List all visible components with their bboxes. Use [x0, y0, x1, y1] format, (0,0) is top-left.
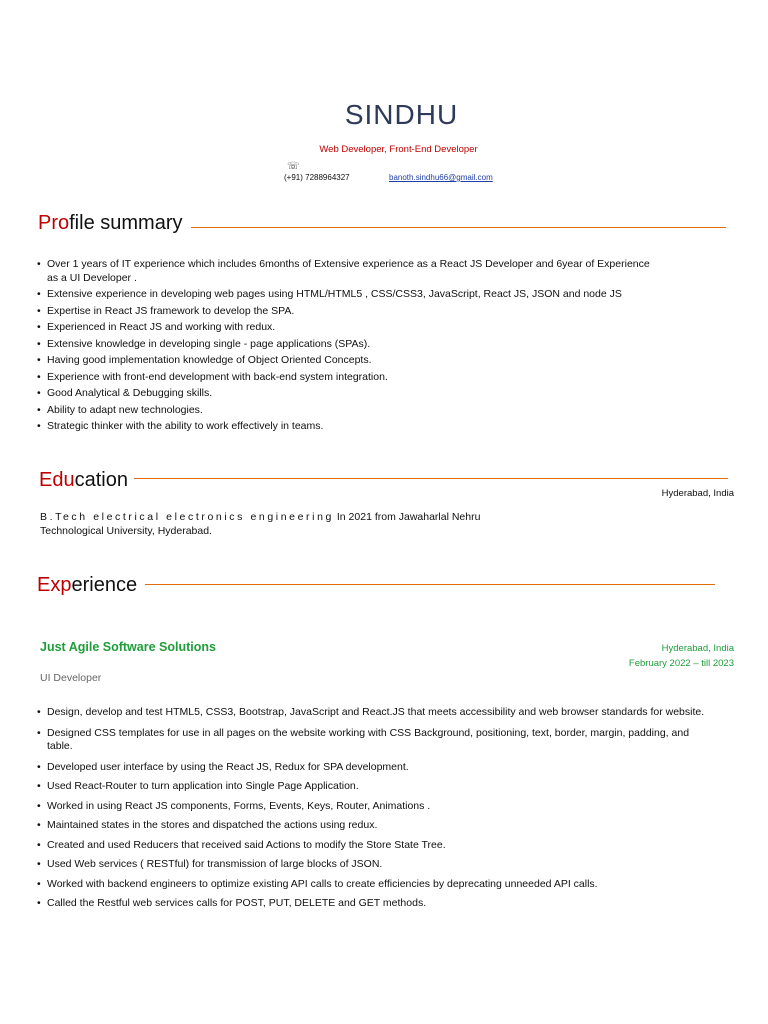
heading-text: erience	[71, 574, 138, 596]
phone-number: (+91) 7288964327	[284, 173, 350, 182]
list-item: • Worked with backend engineers to optimize existing API calls to create efficiencies by deprecating unneeded API calls.	[37, 878, 715, 892]
list-item: • Called the Restful web services calls for POST, PUT, DELETE and GET methods.	[37, 897, 715, 911]
list-item: • Over 1 years of IT experience which includes 6months of Extensive experience as a React JS Developer and 6year of Experience as a UI Developer .	[37, 258, 657, 285]
list-item: • Experience with front-end development with back-end system integration.	[37, 371, 657, 385]
list-item: • Maintained states in the stores and dispatched the actions using redux.	[37, 819, 715, 833]
profile-summary-list	[37, 258, 657, 434]
degree-line	[40, 510, 700, 524]
list-item: • Strategic thinker with the ability to work effectively in teams.	[37, 420, 657, 434]
list-item: • Experienced in React JS and working with redux.	[37, 321, 657, 335]
list-item: • Created and used Reducers that received said Actions to modify the Store State Tree.	[37, 839, 715, 853]
list-item: • Extensive experience in developing web pages using HTML/HTML5 , CSS/CSS3, JavaScript, React JS, JSON and node JS	[37, 288, 657, 302]
education-heading	[39, 469, 128, 492]
heading-highlight: Pro	[38, 212, 70, 234]
heading-highlight: Edu	[39, 469, 75, 491]
email-link[interactable]: banoth.sindhu66@gmail.com	[389, 173, 493, 182]
experience-heading	[37, 574, 137, 597]
section-divider	[145, 584, 715, 585]
list-item: • Ability to adapt new technologies.	[37, 404, 657, 418]
university-line: Technological University, Hyderabad.	[40, 525, 212, 537]
list-item: • Used React-Router to turn application into Single Page Application.	[37, 780, 715, 794]
company-name: Just Agile Software Solutions	[40, 640, 216, 654]
list-item: • Developed user interface by using the React JS, Redux for SPA development.	[37, 761, 715, 775]
list-item: • Used Web services ( RESTful) for transmission of large blocks of JSON.	[37, 858, 715, 872]
job-role: UI Developer	[40, 672, 102, 684]
job-dates: February 2022 – till 2023	[628, 658, 734, 669]
heading-text: cation	[74, 469, 128, 491]
education-location: Hyderabad, India	[661, 488, 734, 499]
degree-year: In 2021 from Jawaharlal Nehru	[333, 511, 481, 523]
list-item: • Designed CSS templates for use in all pages on the website working with CSS Background, positioning, text, border, margin, padding, and table.	[37, 727, 715, 754]
candidate-name: SINDHU	[344, 99, 459, 130]
degree-name: B.Tech electrical electronics engineering	[40, 511, 334, 523]
section-divider	[134, 478, 728, 479]
heading-text: file summary	[69, 212, 183, 234]
list-item: • Extensive knowledge in developing single - page applications (SPAs).	[37, 338, 657, 352]
list-item: • Worked in using React JS components, Forms, Events, Keys, Router, Animations .	[37, 800, 715, 814]
list-item: • Expertise in React JS framework to develop the SPA.	[37, 305, 657, 319]
list-item: • Having good implementation knowledge of Object Oriented Concepts.	[37, 354, 657, 368]
job-title-tagline: Web Developer, Front-End Developer	[319, 144, 478, 155]
profile-summary-heading	[38, 212, 182, 235]
section-divider	[191, 227, 726, 228]
education-details	[40, 510, 700, 538]
experience-list	[37, 706, 715, 911]
job-location: Hyderabad, India	[661, 643, 734, 654]
list-item: • Good Analytical & Debugging skills.	[37, 387, 657, 401]
heading-highlight: Exp	[37, 574, 72, 596]
phone-icon: ☏	[287, 161, 300, 172]
list-item: • Design, develop and test HTML5, CSS3, Bootstrap, JavaScript and React.JS that meets accessibility and web browser standards for website.	[37, 706, 715, 720]
